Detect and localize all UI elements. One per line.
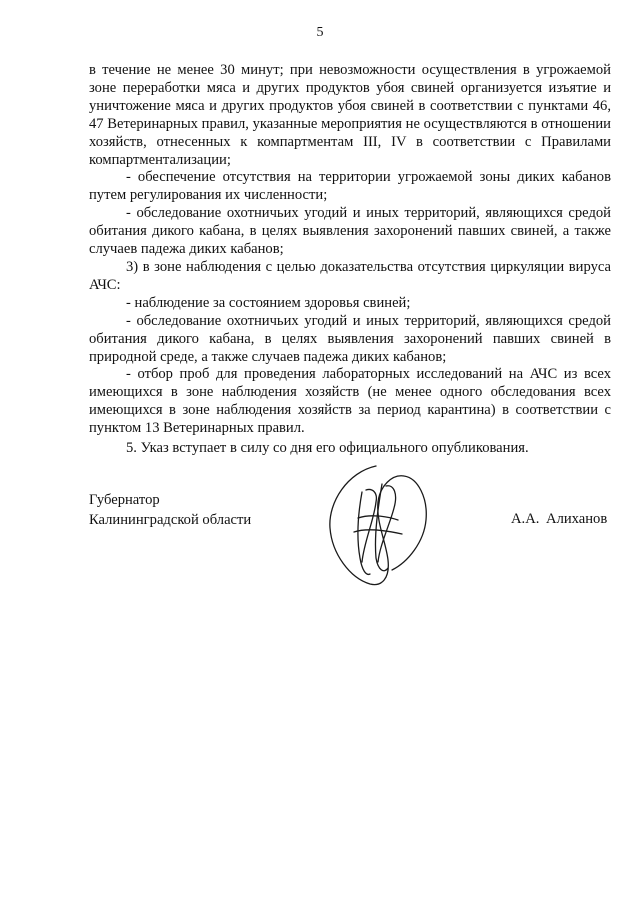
list-item: - наблюдение за состоянием здоровья свиней; xyxy=(126,294,411,311)
effective-date-clause: 5. Указ вступает в силу со дня его официального опубликования. xyxy=(126,440,529,457)
signatory-name: А.А. Алиханов xyxy=(511,511,608,527)
page-number: 5 xyxy=(316,25,324,40)
list-item: - обеспечение отсутствия на территории угрожаемой зоны диких кабанов путем регулирования их численности; xyxy=(89,169,611,204)
list-item: - отбор проб для проведения лабораторных исследований на АЧС из всех имеющихся в зоне наблюдения хозяйств (не менее одного обследования всех имеющихся в зоне наблюдения хозяйств за период карантина) в соответствии с пунктом 13 Ветеринарных правил. xyxy=(89,366,611,437)
handwritten-signature xyxy=(318,462,434,588)
document-body xyxy=(89,62,611,458)
list-item: - обследование охотничьих угодий и иных территорий, являющихся средой обитания дикого кабана, в целях выявления захоронений павших свиней, а также случаев падежа диких кабанов; xyxy=(89,205,611,258)
signatory-title-line: Губернатор xyxy=(89,492,160,508)
list-item: - обследование охотничьих угодий и иных территорий, являющихся средой обитания дикого кабана, в целях выявления захоронений павших свиней в природной среде, а также случаев падежа диких кабанов; xyxy=(89,312,611,365)
signatory-title xyxy=(89,491,251,530)
numbered-item: 3) в зоне наблюдения с целью доказательства отсутствия циркуляции вируса АЧС: xyxy=(89,258,611,293)
signatory-title-line: Калининградской области xyxy=(89,511,252,528)
paragraph-continuation: в течение не менее 30 минут; при невозможности осуществления в угрожаемой зоне переработки мяса и других продуктов убоя свиней организуется изъятие и уничтожение мяса и других продуктов убоя свиней в соответствии с пунктами 46, 47 Ветеринарных правил, указанные мероприятия не осуществляются в отношении хозяйств, отнесенных к компартментам III, IV в соответствии с Правилами компартментализации; xyxy=(89,62,611,168)
